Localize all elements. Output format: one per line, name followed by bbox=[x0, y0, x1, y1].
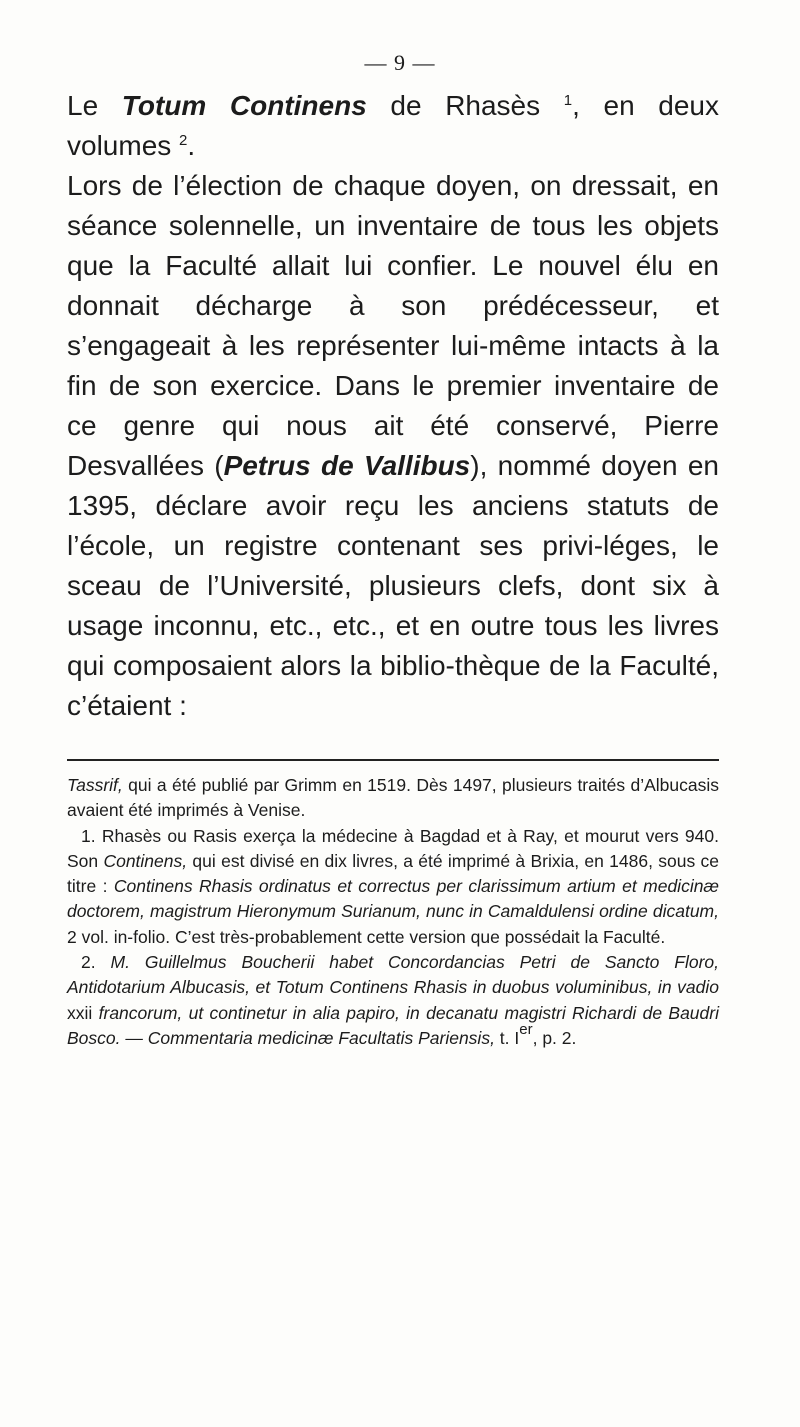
footnote-number: 1. bbox=[81, 825, 96, 846]
latin-quote: francorum, ut continetur in alia papiro, in decanatu magistri Richardi de Baudri Bosco. — Commentaria medicinæ Facultatis Pariensis, bbox=[67, 1002, 719, 1048]
text: qui a été publié par Grimm en 1519. Dès 1497, plusieurs traités d’Albucasis avaient été imprimés à Venise. bbox=[67, 775, 719, 821]
text: . bbox=[187, 130, 196, 161]
page-number: — 9 — bbox=[364, 50, 436, 75]
footnote-continued bbox=[67, 773, 719, 824]
text: qui est divisé en dix livres, a été imprimé à Brixia, en 1486, sous ce titre : bbox=[67, 850, 720, 897]
book-title: Continens Rhasis ordinatus et correctus per clarissimum artium et medicinæ doctorem, magistrum Hieronymum Surianum, nunc in Camaldulensi ordine dicatum, bbox=[67, 876, 719, 922]
book-title: Totum Continens bbox=[121, 90, 367, 121]
latin-quote: M. Guillelmus Boucherii habet Concordancias Petri de Sancto Floro, Antidotarium Albucasis, et Totum Continens Rhasis in duobus voluminibus, in vadio bbox=[67, 952, 719, 998]
footnote-number: 2. bbox=[81, 952, 96, 973]
paragraph-totum-continens bbox=[67, 86, 719, 166]
text: ), nommé doyen en 1395, déclare avoir reçu les anciens statuts de l’école, un registre contenant ses privi-léges, le sceau de l’Université, plusieurs clefs, dont six à usage inconnu, etc., etc., et en outre tous les livres qui composaient alors la biblio-thèque de la Faculté, c’étaient : bbox=[67, 450, 719, 721]
text: , en deux volumes bbox=[67, 90, 720, 161]
superscript: er bbox=[519, 1020, 533, 1038]
text: , p. 2. bbox=[532, 1027, 577, 1048]
book-title: Tassrif, bbox=[67, 775, 123, 795]
footnotes bbox=[67, 773, 719, 1051]
text: Rhasès ou Rasis exerça la médecine à Bagdad et à Ray, et mourut vers 940. Son bbox=[67, 825, 719, 871]
footnote-2 bbox=[67, 950, 719, 1051]
footnote-divider bbox=[67, 759, 719, 761]
latin-name: Petrus de Vallibus bbox=[223, 450, 471, 481]
text: Lors de l’élection de chaque doyen, on dressait, en séance solennelle, un inventaire de tous les objets que la Faculté allait lui confier. Le nouvel élu en donnait décharge à son prédécesseur, et s’engageait à les représenter lui-même intacts à la fin de son exercice. Dans le premier inventaire de ce genre qui nous ait été conservé, Pierre Desvallées ( bbox=[67, 170, 719, 481]
text: 2 vol. in-folio. C’est très-probablement cette version que possédait la Faculté. bbox=[67, 926, 666, 947]
text: t. I bbox=[494, 1027, 520, 1048]
book-title: Continens, bbox=[103, 850, 188, 871]
footnote-1 bbox=[67, 824, 719, 950]
paragraph-election bbox=[67, 166, 719, 726]
text: de Rhasès bbox=[366, 90, 564, 121]
main-text bbox=[67, 86, 719, 726]
text: Le bbox=[67, 90, 122, 121]
roman-numeral: xxii bbox=[67, 1002, 99, 1023]
footnote-ref-2: 2 bbox=[179, 132, 188, 149]
footnote-ref-1: 1 bbox=[563, 92, 573, 109]
